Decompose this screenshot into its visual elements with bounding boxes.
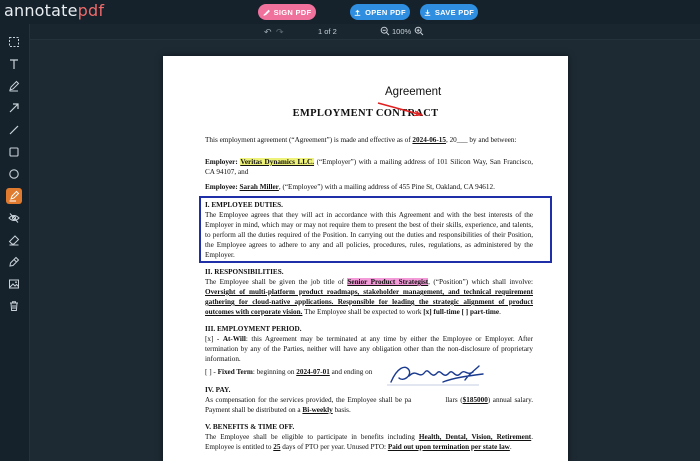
line-icon bbox=[8, 124, 20, 136]
eraser-icon bbox=[8, 234, 20, 246]
tool-sidebar bbox=[0, 24, 30, 461]
signature-tool[interactable] bbox=[6, 254, 22, 270]
fixed-term-text-a: : beginning on bbox=[252, 368, 297, 376]
s5-text-b: . Employee is entitled to bbox=[205, 433, 534, 451]
fixed-term-label: Fixed Term bbox=[217, 368, 253, 376]
work-type: [x] full-time [ ] part-time bbox=[423, 308, 500, 316]
employer-details: (“Employer”) with a mailing address of 101 Silicon Way, San Francisco, CA 94107, and bbox=[205, 158, 533, 176]
salary-amount: $185000 bbox=[462, 396, 488, 404]
employer-name: Veritas Dynamics LLC. bbox=[240, 158, 315, 166]
square-icon bbox=[8, 146, 20, 158]
signature-pen-icon bbox=[263, 9, 270, 16]
section-4 bbox=[205, 385, 533, 415]
delete-tool[interactable] bbox=[6, 298, 22, 314]
employee-name: Sarah Miller bbox=[239, 183, 279, 191]
section-4-body bbox=[205, 395, 533, 415]
rectangle-tool[interactable] bbox=[6, 144, 22, 160]
employee-details: , (“Employee”) with a mailing address of 455 Pine St, Oakland, CA 94612. bbox=[278, 183, 495, 191]
circle-icon bbox=[8, 168, 20, 180]
sign-pdf-label: SIGN PDF bbox=[273, 7, 312, 17]
zoom-in-icon[interactable] bbox=[414, 26, 424, 36]
viewer-toolbar bbox=[30, 24, 700, 40]
image-tool[interactable] bbox=[6, 276, 22, 292]
open-pdf-button[interactable] bbox=[350, 4, 410, 20]
s2-text-b: , (“Position”) which shall involve: bbox=[428, 278, 533, 286]
fixed-term-start-date: 2024-07-01 bbox=[296, 368, 330, 376]
pto-days: 25 bbox=[273, 443, 281, 451]
pdf-page[interactable] bbox=[163, 56, 568, 461]
eraser-tool[interactable] bbox=[6, 232, 22, 248]
employee-paragraph bbox=[205, 182, 533, 192]
image-icon bbox=[8, 278, 20, 290]
undo-icon[interactable]: ↶ bbox=[264, 27, 272, 37]
trash-icon bbox=[8, 300, 20, 312]
s5-text-c: days of PTO per year. Unused PTO: bbox=[280, 443, 388, 451]
employer-label: Employer: bbox=[205, 158, 238, 166]
highlighter-tool[interactable] bbox=[6, 188, 22, 204]
section-4-heading: IV. PAY. bbox=[205, 386, 231, 394]
s4-text-b: llars ( bbox=[445, 396, 463, 404]
section-1-body: The Employee agrees that they will act in accordance with this Agreement and with the best interests of the Employer in mind, which may or may not require them to present the best of their skills, experience, and talents, to perform all the duties required of the Position. In carrying out the duties and responsibilities of their Position, the Employee agrees to adhere to any and all policies, procedures, rules, regulations, as administered by the Employer. bbox=[205, 211, 533, 259]
s5-text-d: . bbox=[509, 443, 512, 451]
line-tool[interactable] bbox=[6, 122, 22, 138]
pto-policy: Paid out upon termination per state law bbox=[387, 443, 510, 451]
fixed-term-mark: [ ] - bbox=[205, 368, 218, 376]
zoom-out-icon[interactable] bbox=[380, 26, 390, 36]
section-1-heading: I. EMPLOYEE DUTIES. bbox=[205, 201, 283, 209]
section-5-heading: V. BENEFITS & TIME OFF. bbox=[205, 423, 295, 431]
logo-main: annotate bbox=[4, 1, 78, 20]
text-tool[interactable] bbox=[6, 56, 22, 72]
s2-text-c: The Employee shall be expected to work bbox=[302, 308, 424, 316]
pen-tool[interactable] bbox=[6, 78, 22, 94]
circle-tool[interactable] bbox=[6, 166, 22, 182]
signature-pen-icon bbox=[8, 256, 20, 268]
intro-text-b: , 20___ by and between: bbox=[445, 136, 517, 144]
intro-text-a: This employment agreement (“Agreement”) is made and effective as of bbox=[205, 136, 413, 144]
save-pdf-label: SAVE PDF bbox=[434, 7, 475, 17]
annotation-text[interactable]: Agreement bbox=[385, 86, 442, 98]
dashed-square-icon bbox=[8, 36, 20, 48]
s2-text-a: The Employee shall be given the job title of bbox=[205, 278, 348, 286]
arrow-tool[interactable] bbox=[6, 100, 22, 116]
pencil-icon bbox=[8, 80, 20, 92]
s4-text-d: basis. bbox=[332, 406, 351, 414]
strikethrough-annotation[interactable] bbox=[377, 100, 423, 118]
redact-tool[interactable] bbox=[6, 210, 22, 226]
intro-date: 2024-06-15 bbox=[412, 136, 446, 144]
eye-off-icon bbox=[8, 212, 20, 224]
s4-text-c: ) annual salary. Payment shall be distributed on a bbox=[205, 396, 533, 414]
select-area-tool[interactable] bbox=[6, 34, 22, 50]
page-indicator: 1 of 2 bbox=[318, 27, 337, 36]
at-will-body: : this Agreement may be terminated at any time by either the Employee or Employer. After termination by any of the Parties, neither will have any obligation other than the non-disclosure of proprietary information. bbox=[205, 335, 533, 363]
job-title: Senior Product Strategist bbox=[347, 278, 429, 286]
zoom-level: 100% bbox=[392, 27, 412, 36]
s4-text-a: As compensation for the services provided, the Employee shall be pa bbox=[205, 396, 412, 404]
section-2 bbox=[205, 267, 533, 317]
logo-accent: pdf bbox=[77, 1, 105, 20]
job-duties: Oversight of multi-platform product roadmaps, stakeholder management, and technical requirement gathering for cloud-native applications. Responsible for leading the strategic alignment of product outcomes with corporate vision. bbox=[205, 288, 533, 316]
section-5 bbox=[205, 422, 533, 452]
s2-text-end: . bbox=[499, 308, 501, 316]
section-1 bbox=[205, 200, 533, 260]
sign-pdf-button[interactable] bbox=[258, 4, 316, 20]
section-3-heading: III. EMPLOYMENT PERIOD. bbox=[205, 325, 302, 333]
section-2-body bbox=[205, 277, 533, 317]
benefits-list: Health, Dental, Vision, Retirement bbox=[418, 433, 532, 441]
highlighter-icon bbox=[8, 190, 20, 202]
employee-label: Employee: bbox=[205, 183, 238, 191]
download-icon bbox=[424, 9, 431, 16]
save-pdf-button[interactable] bbox=[420, 4, 478, 20]
employer-paragraph bbox=[205, 157, 533, 177]
at-will-label: At-Will bbox=[222, 335, 246, 343]
redo-icon[interactable]: ↷ bbox=[276, 27, 284, 37]
at-will-mark: [x] - bbox=[205, 335, 223, 343]
arrow-icon bbox=[8, 102, 20, 114]
section-5-body bbox=[205, 432, 533, 452]
fixed-term-text-b: and ending on bbox=[329, 368, 373, 376]
open-pdf-label: OPEN PDF bbox=[365, 7, 406, 17]
intro-paragraph bbox=[205, 135, 533, 145]
pay-frequency: Bi-weekly bbox=[302, 406, 333, 414]
app-logo bbox=[4, 1, 104, 20]
section-2-heading: II. RESPONSIBILITIES. bbox=[205, 268, 284, 276]
text-t-icon bbox=[8, 58, 20, 70]
document-title: EMPLOYMENT CONTRACT bbox=[292, 108, 439, 119]
upload-icon bbox=[354, 9, 361, 16]
top-bar bbox=[0, 0, 700, 24]
s5-text-a: The Employee shall be eligible to participate in benefits including bbox=[205, 433, 419, 441]
